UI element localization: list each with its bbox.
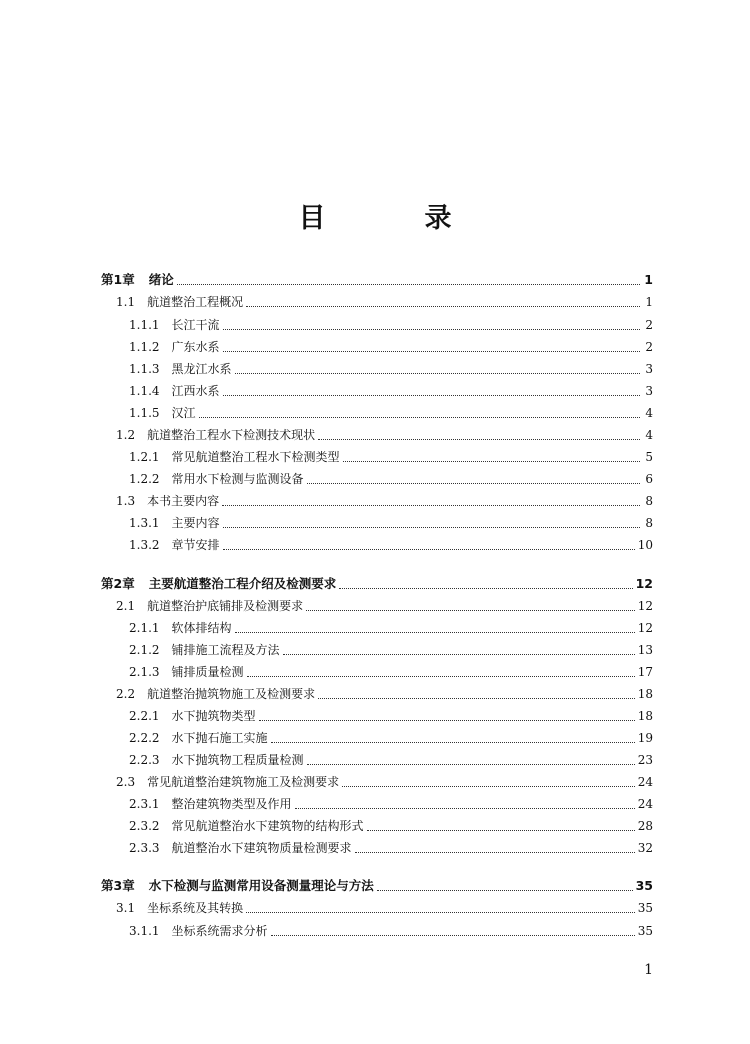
toc-leader-dots [343,461,640,462]
toc-entry-number: 2.2.2 [129,731,160,745]
toc-entry-number: 1.3.2 [129,538,160,552]
toc-leader-dots [199,417,640,418]
toc-leader-dots [223,351,640,352]
toc-entry-title: 章节安排 [171,538,220,552]
toc-entry-number: 2.3.2 [129,819,160,833]
toc-leader-dots [377,890,633,891]
toc-entry-page: 2 [645,318,653,332]
toc-entry-page: 4 [645,406,653,420]
toc-subsection-entry[interactable] [129,381,653,401]
toc-entry-page: 12 [635,576,653,591]
toc-entry-number: 1.3.1 [129,516,160,530]
toc-leader-dots [307,764,635,765]
toc-entry-page: 18 [637,709,653,723]
toc-leader-dots [247,676,635,677]
toc-entry-page: 5 [645,450,653,464]
toc-entry-number: 2.3 [116,775,136,789]
toc-subsection-entry[interactable] [129,640,653,660]
toc-section-entry[interactable] [116,684,653,704]
toc-entry-number: 3.1 [116,901,136,915]
toc-leader-dots [223,549,635,550]
toc-chapter-entry[interactable] [101,574,653,594]
toc-leader-dots [355,852,635,853]
toc-section-entry[interactable] [116,425,653,445]
toc-entry-number: 第3章 [101,878,135,893]
toc-leader-dots [223,329,640,330]
toc-leader-dots [339,588,632,589]
toc-entry-title: 水下抛筑物工程质量检测 [171,753,304,767]
toc-subsection-entry[interactable] [129,662,653,682]
toc-entry-number: 1.1.1 [129,318,160,332]
toc-subsection-entry[interactable] [129,618,653,638]
toc-entry-number: 1.2 [116,428,136,442]
toc-entry-page: 24 [637,797,653,811]
toc-entry-page: 23 [637,753,653,767]
toc-entry-title: 坐标系统需求分析 [171,924,268,938]
toc-section-entry[interactable] [116,596,653,616]
toc-leader-dots [177,284,640,285]
toc-leader-dots [235,373,640,374]
toc-entry-title: 绪论 [148,272,174,287]
toc-entry-title: 软体排结构 [171,621,232,635]
toc-subsection-entry[interactable] [129,513,653,533]
toc-entry-page: 8 [645,516,653,530]
toc-entry-number: 3.1.1 [129,924,160,938]
toc-leader-dots [271,935,635,936]
toc-entry-title: 常见航道整治工程水下检测类型 [171,450,340,464]
toc-entry-number: 2.1.2 [129,643,160,657]
toc-section-entry[interactable] [116,292,653,312]
toc-entry-number: 1.2.2 [129,472,160,486]
toc-subsection-entry[interactable] [129,921,653,941]
toc-section-entry[interactable] [116,898,653,918]
toc-entry-page: 32 [637,841,653,855]
toc-entry-number: 1.1.4 [129,384,160,398]
page-title: 目 录 [298,203,488,234]
toc-entry-number: 1.2.1 [129,450,160,464]
toc-entry-page: 24 [637,775,653,789]
toc-entry-page: 12 [637,621,653,635]
toc-entry-title: 整治建筑物类型及作用 [171,797,292,811]
toc-entry-page: 10 [637,538,653,552]
toc-entry-title: 铺排质量检测 [171,665,244,679]
toc-leader-dots [342,786,635,787]
toc-entry-page: 3 [645,362,653,376]
toc-entry-title: 水下抛筑物类型 [171,709,256,723]
toc-subsection-entry[interactable] [129,794,653,814]
toc-leader-dots [318,439,640,440]
toc-entry-title: 常用水下检测与监测设备 [171,472,304,486]
toc-entry-number: 2.1.1 [129,621,160,635]
toc-subsection-entry[interactable] [129,359,653,379]
toc-leader-dots [223,395,640,396]
toc-leader-dots [235,632,635,633]
toc-entry-title: 铺排施工流程及方法 [171,643,280,657]
toc-subsection-entry[interactable] [129,535,653,555]
toc-leader-dots [367,830,635,831]
toc-leader-dots [295,808,635,809]
toc-entry-page: 35 [637,924,653,938]
toc-entry-number: 第2章 [101,576,135,591]
toc-subsection-entry[interactable] [129,447,653,467]
toc-entry-title: 广东水系 [171,340,220,354]
toc-subsection-entry[interactable] [129,728,653,748]
toc-subsection-entry[interactable] [129,469,653,489]
toc-leader-dots [318,698,635,699]
toc-subsection-entry[interactable] [129,816,653,836]
toc-entry-title: 汉江 [171,406,196,420]
toc-subsection-entry[interactable] [129,315,653,335]
toc-section-entry[interactable] [116,491,653,511]
toc-entry-title: 航道整治工程概况 [147,295,244,309]
toc-entry-number: 2.2.3 [129,753,160,767]
toc-entry-number: 1.1.2 [129,340,160,354]
toc-leader-dots [222,505,640,506]
toc-leader-dots [259,720,635,721]
toc-leader-dots [223,527,640,528]
toc-entry-number: 1.1.5 [129,406,160,420]
toc-entry-title: 长江干流 [171,318,220,332]
toc-entry-title: 坐标系统及其转换 [147,901,244,915]
toc-entry-number: 第1章 [101,272,135,287]
toc-chapter-entry[interactable] [101,876,653,896]
toc-entry-page: 17 [637,665,653,679]
toc-entry-page: 6 [645,472,653,486]
toc-subsection-entry[interactable] [129,337,653,357]
toc-entry-page: 12 [637,599,653,613]
toc-leader-dots [306,610,635,611]
toc-entry-title: 航道整治抛筑物施工及检测要求 [147,687,316,701]
toc-leader-dots [283,654,635,655]
toc-entry-title: 主要内容 [171,516,220,530]
toc-entry-title: 航道整治工程水下检测技术现状 [147,428,316,442]
page-number: 1 [644,962,653,978]
toc-entry-title: 航道整治护底铺排及检测要求 [147,599,304,613]
toc-leader-dots [271,742,635,743]
toc-entry-title: 常见航道整治水下建筑物的结构形式 [171,819,364,833]
toc-entry-title: 常见航道整治建筑物施工及检测要求 [147,775,340,789]
toc-entry-page: 3 [645,384,653,398]
toc-section-entry[interactable] [116,772,653,792]
toc-leader-dots [246,306,640,307]
toc-entry-page: 8 [645,494,653,508]
toc-entry-page: 28 [637,819,653,833]
toc-entry-page: 18 [637,687,653,701]
toc-subsection-entry[interactable] [129,706,653,726]
toc-entry-number: 2.1.3 [129,665,160,679]
toc-entry-title: 主要航道整治工程介绍及检测要求 [148,576,337,591]
toc-subsection-entry[interactable] [129,838,653,858]
toc-entry-number: 2.2.1 [129,709,160,723]
toc-leader-dots [307,483,640,484]
toc-entry-number: 2.1 [116,599,136,613]
toc-leader-dots [246,912,635,913]
toc-entry-number: 2.2 [116,687,136,701]
toc-entry-page: 1 [644,272,653,287]
toc-entry-page: 35 [635,878,653,893]
toc-chapter-entry[interactable] [101,270,653,290]
toc-entry-title: 水下抛石施工实施 [171,731,268,745]
toc-entry-title: 江西水系 [171,384,220,398]
toc-entry-page: 35 [637,901,653,915]
toc-entry-number: 1.3 [116,494,136,508]
toc-entry-number: 2.3.3 [129,841,160,855]
toc-entry-page: 19 [637,731,653,745]
toc-entry-page: 1 [645,295,653,309]
toc-subsection-entry[interactable] [129,403,653,423]
toc-entry-title: 水下检测与监测常用设备测量理论与方法 [148,878,374,893]
toc-entry-page: 4 [645,428,653,442]
toc-entry-number: 2.3.1 [129,797,160,811]
toc-entry-page: 13 [637,643,653,657]
toc-entry-page: 2 [645,340,653,354]
toc-subsection-entry[interactable] [129,750,653,770]
toc-entry-title: 航道整治水下建筑物质量检测要求 [171,841,352,855]
toc-entry-number: 1.1 [116,295,136,309]
toc-entry-title: 黑龙江水系 [171,362,232,376]
toc-entry-title: 本书主要内容 [147,494,220,508]
toc-entry-number: 1.1.3 [129,362,160,376]
